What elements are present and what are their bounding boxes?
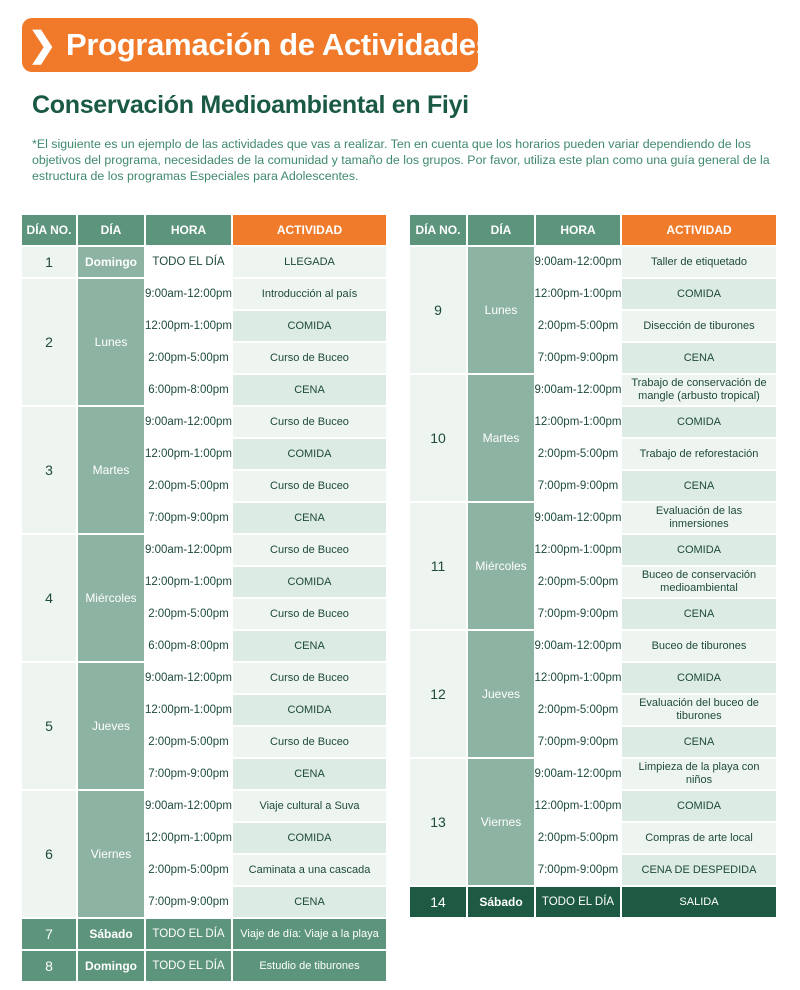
time-cell: 6:00pm-8:00pm [146, 631, 231, 661]
time-cell: 9:00am-12:00pm [146, 535, 231, 565]
day-name: Viernes [78, 791, 144, 917]
time-cell: 2:00pm-5:00pm [146, 343, 231, 373]
activity-cell: Curso de Buceo [233, 535, 386, 565]
day-number: 9 [410, 247, 466, 373]
table-header [22, 215, 386, 245]
day-number: 11 [410, 503, 466, 629]
activity-cell: CENA [622, 343, 776, 373]
activity-cell: CENA [233, 759, 386, 789]
time-cell: 9:00am-12:00pm [146, 791, 231, 821]
activity-cell: COMIDA [233, 311, 386, 341]
time-cell: 7:00pm-9:00pm [146, 759, 231, 789]
activity-cell: Viaje de día: Viaje a la playa [233, 919, 386, 949]
time-cell: 9:00am-12:00pm [536, 247, 620, 277]
time-cell: 9:00am-12:00pm [536, 503, 620, 533]
activity-cell: CENA [233, 631, 386, 661]
time-cell: 2:00pm-5:00pm [536, 695, 620, 725]
day-group [22, 791, 386, 917]
activity-cell: COMIDA [622, 279, 776, 309]
activity-cell: Compras de arte local [622, 823, 776, 853]
activity-cell: CENA [233, 503, 386, 533]
page-subtitle: Conservación Medioambiental en Fiyi [32, 91, 469, 119]
activity-cell: CENA [622, 471, 776, 501]
activity-cell: Curso de Buceo [233, 471, 386, 501]
time-cell: 2:00pm-5:00pm [146, 471, 231, 501]
day-number: 3 [22, 407, 76, 533]
header-activity: ACTIVIDAD [622, 215, 776, 245]
day-number: 14 [410, 887, 466, 917]
activity-cell: COMIDA [233, 695, 386, 725]
time-cell: 7:00pm-9:00pm [146, 887, 231, 917]
activity-cell: COMIDA [622, 791, 776, 821]
day-group [22, 663, 386, 789]
activity-cell: Viaje cultural a Suva [233, 791, 386, 821]
day-name: Domingo [78, 247, 144, 277]
time-cell: 2:00pm-5:00pm [536, 823, 620, 853]
time-cell: 2:00pm-5:00pm [146, 599, 231, 629]
day-number: 8 [22, 951, 76, 981]
activity-cell: Trabajo de reforestación [622, 439, 776, 469]
day-number: 1 [22, 247, 76, 277]
activity-cell: CENA [233, 887, 386, 917]
time-cell: 6:00pm-8:00pm [146, 375, 231, 405]
activity-cell: SALIDA [622, 887, 776, 917]
header-day-no: DÍA NO. [22, 215, 76, 245]
time-cell: 7:00pm-9:00pm [146, 503, 231, 533]
day-group [22, 407, 386, 533]
time-cell: 12:00pm-1:00pm [146, 823, 231, 853]
activity-cell: Evaluación del buceo de tiburones [622, 695, 776, 725]
day-name: Miércoles [468, 503, 534, 629]
time-cell: 7:00pm-9:00pm [536, 471, 620, 501]
time-cell: 2:00pm-5:00pm [536, 311, 620, 341]
activity-cell: Introducción al país [233, 279, 386, 309]
day-group [410, 759, 776, 885]
header-day-no: DÍA NO. [410, 215, 466, 245]
day-group [22, 535, 386, 661]
day-number: 4 [22, 535, 76, 661]
time-cell: 2:00pm-5:00pm [536, 439, 620, 469]
time-cell: 7:00pm-9:00pm [536, 727, 620, 757]
activity-cell: COMIDA [622, 407, 776, 437]
time-cell: 12:00pm-1:00pm [536, 663, 620, 693]
time-cell: 2:00pm-5:00pm [536, 567, 620, 597]
day-number: 13 [410, 759, 466, 885]
time-cell: 9:00am-12:00pm [146, 279, 231, 309]
day-name: Jueves [468, 631, 534, 757]
time-cell: 7:00pm-9:00pm [536, 855, 620, 885]
activity-cell: Caminata a una cascada [233, 855, 386, 885]
activity-cell: Curso de Buceo [233, 599, 386, 629]
table-header [410, 215, 776, 245]
day-number: 2 [22, 279, 76, 405]
time-cell: 12:00pm-1:00pm [146, 695, 231, 725]
chevron-right-icon: ❯ [28, 26, 57, 64]
activity-cell: Disección de tiburones [622, 311, 776, 341]
activity-cell: LLEGADA [233, 247, 386, 277]
day-name: Viernes [468, 759, 534, 885]
day-number: 12 [410, 631, 466, 757]
activity-cell: CENA DE DESPEDIDA [622, 855, 776, 885]
time-cell: TODO EL DÍA [536, 887, 620, 917]
page-title: Programación de Actividades [66, 27, 493, 62]
activity-cell: Buceo de conservación medioambiental [622, 567, 776, 597]
time-cell: TODO EL DÍA [146, 919, 231, 949]
time-cell: 7:00pm-9:00pm [536, 599, 620, 629]
time-cell: 12:00pm-1:00pm [536, 535, 620, 565]
time-cell: 12:00pm-1:00pm [146, 439, 231, 469]
time-cell: 12:00pm-1:00pm [536, 791, 620, 821]
day-group [410, 631, 776, 757]
day-group [22, 919, 386, 949]
header-day: DÍA [78, 215, 144, 245]
header-activity: ACTIVIDAD [233, 215, 386, 245]
time-cell: 9:00am-12:00pm [146, 407, 231, 437]
activity-cell: CENA [622, 599, 776, 629]
day-name: Sábado [468, 887, 534, 917]
day-name: Lunes [468, 247, 534, 373]
schedule-table-right [410, 215, 776, 919]
day-name: Martes [468, 375, 534, 501]
activity-cell: COMIDA [622, 663, 776, 693]
time-cell: 9:00am-12:00pm [536, 631, 620, 661]
time-cell: 2:00pm-5:00pm [146, 855, 231, 885]
intro-note: *El siguiente es un ejemplo de las actividades que vas a realizar. Ten en cuenta que los horarios pueden variar dependiendo de los objetivos del programa, necesidades de la comunidad y tamaño de los grupos. Por favor, utiliza este plan como una guía general de la estructura de los programas Especiales para Adolescentes. [32, 137, 770, 183]
time-cell: 7:00pm-9:00pm [536, 343, 620, 373]
day-group [22, 279, 386, 405]
day-number: 5 [22, 663, 76, 789]
activity-cell: Trabajo de conservación de mangle (arbusto tropical) [622, 375, 776, 405]
time-cell: 9:00am-12:00pm [536, 759, 620, 789]
activity-cell: COMIDA [622, 535, 776, 565]
title-banner [22, 18, 493, 72]
header-day: DÍA [468, 215, 534, 245]
time-cell: TODO EL DÍA [146, 247, 231, 277]
activity-cell: Estudio de tiburones [233, 951, 386, 981]
time-cell: 12:00pm-1:00pm [536, 279, 620, 309]
time-cell: 9:00am-12:00pm [536, 375, 620, 405]
activity-cell: CENA [233, 375, 386, 405]
time-cell: 12:00pm-1:00pm [536, 407, 620, 437]
header-time: HORA [536, 215, 620, 245]
day-name: Domingo [78, 951, 144, 981]
day-name: Sábado [78, 919, 144, 949]
day-name: Miércoles [78, 535, 144, 661]
activity-cell: Buceo de tiburones [622, 631, 776, 661]
activity-cell: Curso de Buceo [233, 343, 386, 373]
activity-cell: Evaluación de las inmersiones [622, 503, 776, 533]
day-name: Martes [78, 407, 144, 533]
time-cell: 12:00pm-1:00pm [146, 311, 231, 341]
day-number: 6 [22, 791, 76, 917]
day-group [22, 247, 386, 277]
time-cell: 2:00pm-5:00pm [146, 727, 231, 757]
day-name: Jueves [78, 663, 144, 789]
activity-cell: Curso de Buceo [233, 727, 386, 757]
activity-cell: Curso de Buceo [233, 407, 386, 437]
day-number: 7 [22, 919, 76, 949]
day-group [410, 887, 776, 917]
activity-cell: Limpieza de la playa con niños [622, 759, 776, 789]
activity-cell: Taller de etiquetado [622, 247, 776, 277]
activity-cell: COMIDA [233, 823, 386, 853]
activity-cell: COMIDA [233, 567, 386, 597]
time-cell: TODO EL DÍA [146, 951, 231, 981]
activity-cell: COMIDA [233, 439, 386, 469]
day-group [22, 951, 386, 981]
day-group [410, 375, 776, 501]
day-name: Lunes [78, 279, 144, 405]
time-cell: 9:00am-12:00pm [146, 663, 231, 693]
time-cell: 12:00pm-1:00pm [146, 567, 231, 597]
activity-cell: Curso de Buceo [233, 663, 386, 693]
day-number: 10 [410, 375, 466, 501]
activity-cell: CENA [622, 727, 776, 757]
day-group [410, 247, 776, 373]
day-group [410, 503, 776, 629]
schedule-table-left [22, 215, 386, 983]
header-time: HORA [146, 215, 231, 245]
